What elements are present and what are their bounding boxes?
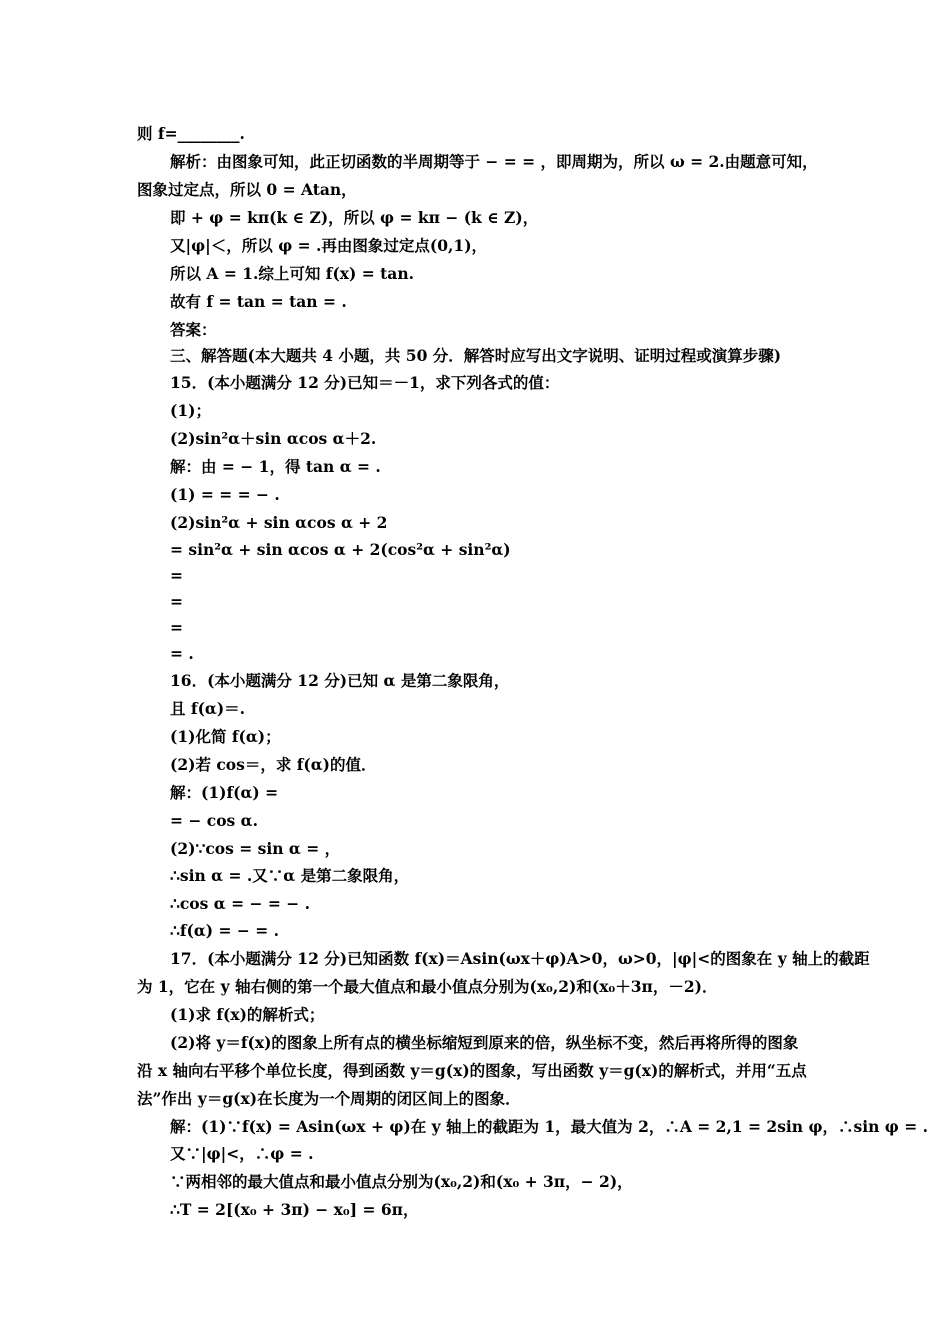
text-line: 又|φ|＜，所以 φ = .再由图象过定点(0,1)， (170, 236, 488, 255)
text-line: 且 f(α)＝. (170, 699, 246, 718)
text-line: (2)sin²α＋sin αcos α＋2. (170, 429, 377, 448)
text-line: 即 + φ = kπ(k ∈ Z)，所以 φ = kπ − (k ∈ Z)， (170, 208, 539, 227)
text-line: ∵两相邻的最大值点和最小值点分别为(x₀,2)和(x₀ + 3π，− 2)， (170, 1172, 633, 1191)
text-line: = . (170, 644, 194, 663)
text-line: = (170, 618, 183, 637)
text-line: 图象过定点，所以 0 = Atan， (137, 180, 357, 199)
text-line: = (170, 592, 183, 611)
text-line: (2)∵cos = sin α = ， (170, 839, 341, 858)
text-line: (2)将 y＝f(x)的图象上所有点的横坐标缩短到原来的倍，纵坐标不变，然后再将所得的图象 (170, 1033, 799, 1052)
text-line: ∴cos α = − = − . (170, 894, 311, 913)
text-line: (1)化简 f(α)； (170, 727, 281, 746)
text-line: = − cos α. (170, 811, 258, 830)
text-line: 为 1，它在 y 轴右侧的第一个最大值点和最小值点分别为(x₀,2)和(x₀＋3π，－2)． (137, 977, 718, 996)
question-16: 16．(本小题满分 12 分)已知 α 是第二象限角， (170, 671, 510, 690)
text-line: = sin²α + sin αcos α + 2(cos²α + sin²α) (170, 540, 511, 559)
question-15: 15．(本小题满分 12 分)已知＝－1，求下列各式的值： (170, 373, 560, 392)
text-line: 法”作出 y＝g(x)在长度为一个周期的闭区间上的图象． (137, 1089, 521, 1108)
text-line: (1)； (170, 401, 211, 420)
text-line: ∴T = 2[(x₀ + 3π) − x₀] = 6π， (170, 1200, 419, 1219)
text-line: 又∵|φ|<，∴φ = . (170, 1144, 314, 1163)
text-line: 解：由 = − 1，得 tan α = . (170, 457, 381, 476)
answer-label: 答案： (170, 320, 217, 339)
text-line: (1) = = = − . (170, 485, 280, 504)
text-line: 所以 A = 1.综上可知 f(x) = tan. (170, 264, 415, 283)
text-line: 解析：由图象可知，此正切函数的半周期等于 − = = ，即周期为，所以 ω = 2.由题意可知， (170, 152, 818, 171)
text-line: ∴f(α) = − = . (170, 921, 280, 940)
text-line: ∴sin α = .又∵α 是第二象限角， (170, 866, 410, 885)
text-line: 故有 f = tan = tan = . (170, 292, 347, 311)
text-line: (2)sin²α + sin αcos α + 2 (170, 513, 388, 532)
text-line: 解：(1)f(α) = (170, 783, 279, 802)
section-heading: 三、解答题(本大题共 4 小题，共 50 分．解答时应写出文字说明、证明过程或演算步骤) (170, 346, 782, 365)
question-17: 17．(本小题满分 12 分)已知函数 f(x)＝Asin(ωx＋φ)A>0，ω>0，|φ|<的图象在 y 轴上的截距 (170, 949, 870, 968)
text-line: = (170, 566, 183, 585)
text-line: (1)求 f(x)的解析式； (170, 1005, 325, 1024)
text-line: 则 f=________. (137, 124, 245, 143)
text-line: (2)若 cos＝，求 f(α)的值． (170, 755, 377, 774)
text-line: 沿 x 轴向右平移个单位长度，得到函数 y＝g(x)的图象，写出函数 y＝g(x)的解析式，并用“五点 (137, 1061, 807, 1080)
text-line: 解：(1)∵f(x) = Asin(ωx + φ)在 y 轴上的截距为 1，最大值为 2，∴A = 2,1 = 2sin φ，∴sin φ = . (170, 1117, 928, 1136)
